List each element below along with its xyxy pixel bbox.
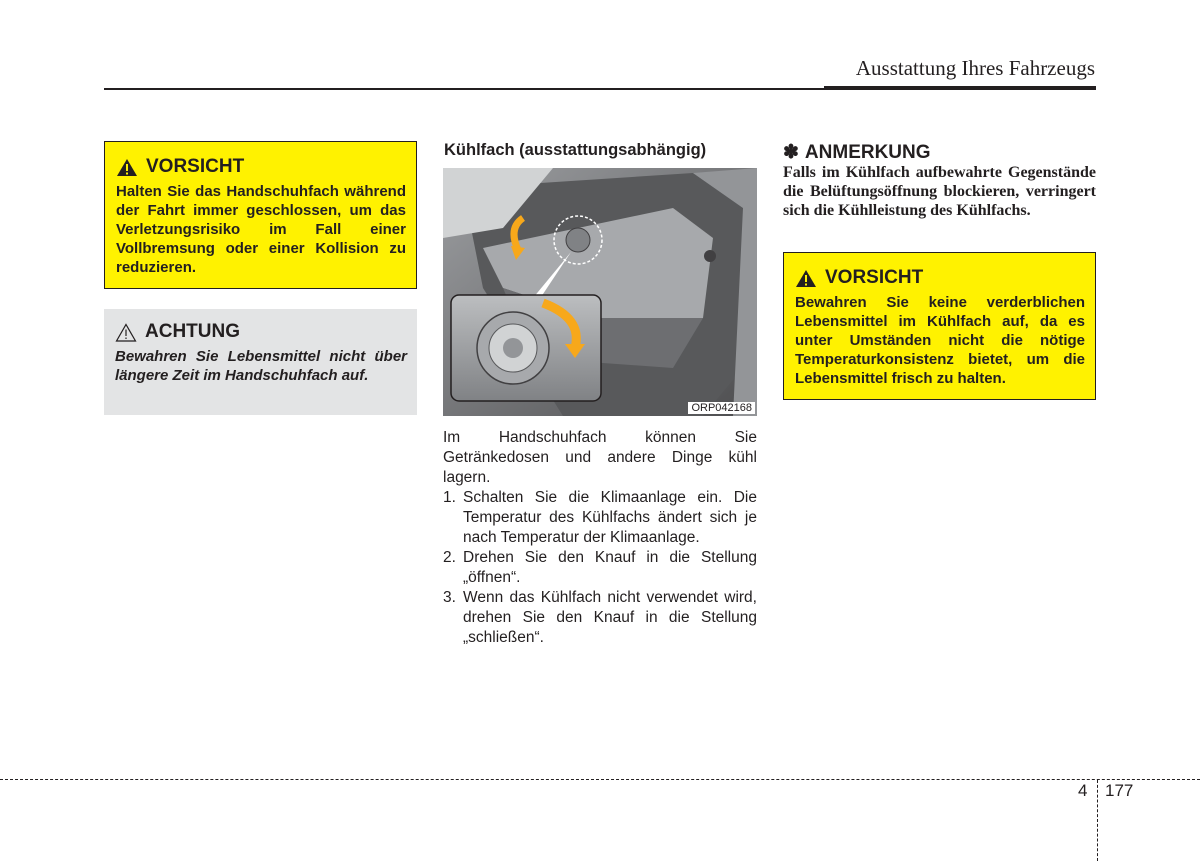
list-item: 1. Schalten Sie die Klimaanlage ein. Die Temperatur des Kühlfachs ändert sich je nach Temperatur der Klimaanlage. bbox=[443, 489, 757, 546]
asterisk-icon: ✽ bbox=[783, 142, 799, 163]
intro-paragraph: Im Handschuhfach können Sie Getränkedosen und andere Dinge kühl lagern. bbox=[443, 429, 757, 486]
attention-title: ACHTUNG bbox=[145, 321, 240, 342]
footer-divider bbox=[1097, 780, 1098, 861]
steps-list bbox=[443, 488, 757, 648]
chapter-number: 4 bbox=[1078, 781, 1088, 800]
list-item: 2. Drehen Sie den Knauf in die Stellung „öffnen“. bbox=[443, 549, 757, 586]
caution-text: Halten Sie das Handschuhfach während der Fahrt immer geschlossen, um das Verletzungsrisiko im Fall einer Vollbremsung oder einer Kollision zu reduzieren. bbox=[116, 183, 406, 276]
caution-box-left bbox=[104, 141, 417, 289]
attention-text: Bewahren Sie Lebensmittel nicht über längere Zeit im Handschuhfach auf. bbox=[115, 348, 407, 384]
caution-title: VORSICHT bbox=[825, 267, 924, 288]
caution-box-right bbox=[783, 252, 1096, 400]
warning-filled-icon bbox=[116, 158, 138, 177]
attention-box bbox=[104, 309, 417, 415]
figure-label: ORP042168 bbox=[688, 402, 755, 414]
warning-filled-icon bbox=[795, 269, 817, 288]
cooling-compartment-figure bbox=[443, 168, 757, 416]
caution-text: Bewahren Sie keine verderblichen Lebensmittel im Kühlfach auf, da es unter Umständen nicht die nötige Temperaturkonsistenz bietet, um die Lebensmittel frisch zu halten. bbox=[795, 294, 1085, 387]
list-item: 3. Wenn das Kühlfach nicht verwendet wird, drehen Sie den Knauf in die Stellung „schließen“. bbox=[443, 589, 757, 646]
caution-title: VORSICHT bbox=[146, 156, 245, 177]
page-number: 177 bbox=[1105, 781, 1134, 800]
footer-rule bbox=[0, 779, 1200, 780]
warning-outline-icon bbox=[115, 323, 137, 342]
note-title: ✽ ANMERKUNG bbox=[783, 141, 931, 163]
note-text: Falls im Kühlfach aufbewahrte Gegenstände die Belüftungsöffnung blockieren, verringert sich die Kühlleistung des Kühlfachs. bbox=[783, 164, 1096, 219]
section-heading: Kühlfach (ausstattungsabhängig) bbox=[444, 141, 707, 159]
header-rule-accent bbox=[824, 86, 1096, 90]
glovebox-illustration bbox=[443, 168, 757, 416]
section-title: Ausstattung Ihres Fahrzeugs bbox=[855, 56, 1095, 80]
